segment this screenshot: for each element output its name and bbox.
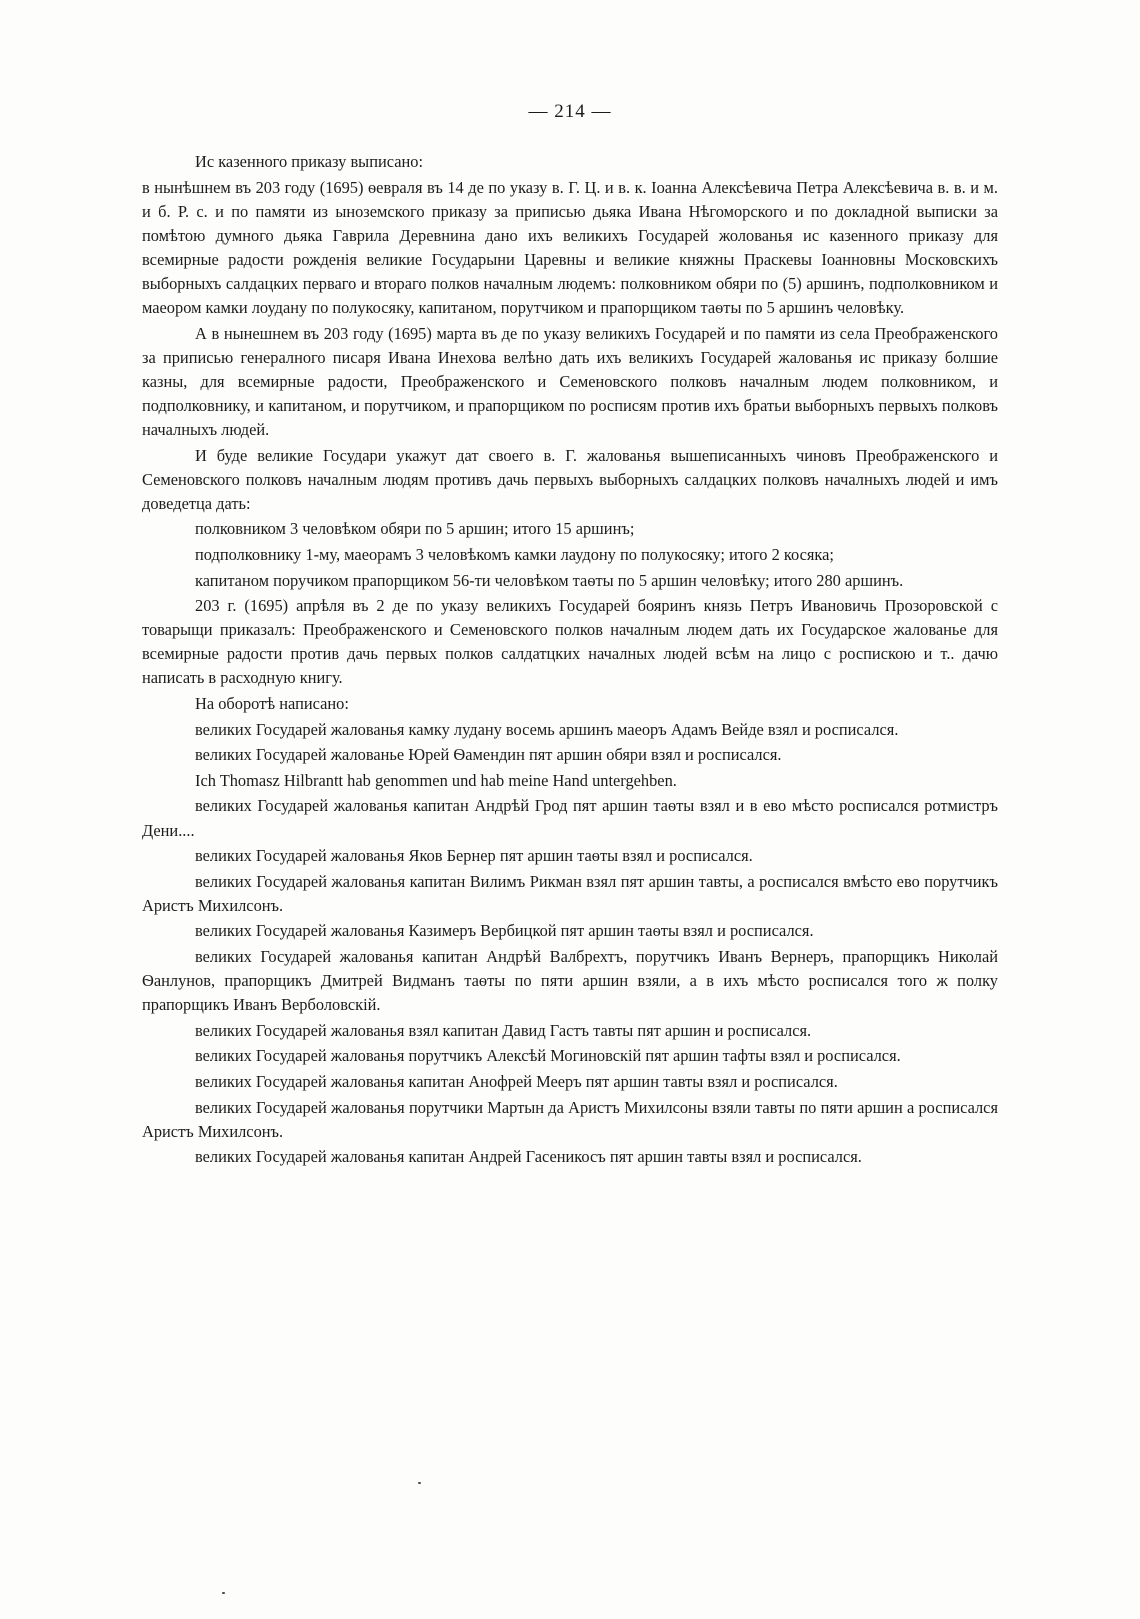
paragraph: в нынѣшнем въ 203 году (1695) ѳевраля въ 14 де по указу в. Г. Ц. и в. к. Іоанна Алексѣевича Петра Алексѣевича в. в. и м. и б. Р. с. и по памяти из ыноземского приказу за приписью дьяка Ивана Нѣгоморского и по докладной выписки за помѣтою думного дьяка Гаврила Деревнина дано ихъ великихъ Государей жолованья ис казенного приказу для всемирные радости рожденія великие Государыни Царевны и великие княжны Праскевы Іоанновны Московскихъ выборныхъ салдацких перваго и втораго полков началным людемъ: полковником обяри по (5) аршинъ, подполковником и маеором камки лоудану по полукосяку, капитаном, порутчиком и прапорщиком таѳты по 5 аршинъ человѣку. — [142, 177, 998, 318]
receipt-entry: великих Государей жалованья капитан Анофрей Мееръ пят аршин тавты взял и росписался. — [195, 1071, 838, 1091]
receipt-entry: великих Государей жалованья порутчикъ Алексѣй Могиновскій пят аршин тафты взял и росписался. — [195, 1046, 901, 1066]
receipt-entry: великих Государей жалованья взял капитан Давид Гастъ тавты пят аршин и росписался. — [195, 1020, 812, 1040]
list-item: полковником 3 человѣком обяри по 5 аршин; итого 15 аршинъ; — [195, 519, 635, 539]
paragraph: 203 г. (1695) апрѣля въ 2 де по указу великихъ Государей бояринъ князь Петръ Ивановичь Прозоровской с товарыщи приказалъ: Преображенского и Семеновского полков началным людем дать их Государское жалованье для всемирные радости против дачь первых полков салдатцких началных людей всѣм на лицо с роспискою и т.. дачю написать в расходную книгу. — [142, 596, 998, 688]
paragraph: А в нынешнем въ 203 году (1695) марта въ де по указу великихъ Государей и по памяти из села Преображенского за приписью генералного писаря Ивана Инехова велѣно дать ихъ великихъ Государей жалованья ис приказу болшие казны, для всемирные радости, Преображенского и Семеновского полковъ началным людем полковником, и подполковнику, и капитаном, и порутчиком, и прапорщиком по росписям против ихъ братьи выборныхъ первыхъ полковъ началныхъ людей. — [142, 323, 998, 440]
list-item: подполковнику 1-му, маеорамъ 3 человѣкомъ камки лаудону по полукосяку; итого 2 косяка; — [195, 545, 834, 564]
receipt-entry: великих Государей жалованья капитан Андрѣй Грод пят аршин таѳты взял и в ево мѣсто росписался ротмистръ Дени.... — [142, 796, 998, 840]
receipt-entry: великих Государей жалованья капитан Вилимъ Рикман взял пят аршин тавты, а росписался вмѣсто ево порутчикъ Аристъ Михилсонъ. — [142, 871, 998, 915]
list-item: капитаном поручиком прапорщиком 56-ти человѣком таѳты по 5 аршин человѣку; итого 280 аршинъ. — [195, 570, 904, 590]
scan-speck — [222, 1592, 225, 1594]
body-text — [142, 150, 998, 1171]
receipt-entry: великих Государей жалованье Юрей Ѳамендин пят аршин обяри взял и росписался. — [195, 745, 782, 765]
paragraph-heading: На оборотѣ написано: — [195, 694, 349, 714]
paragraph-heading: Ис казенного приказу выписано: — [195, 152, 424, 171]
receipt-entry: великих Государей жалованья Яков Бернер пят аршин таѳты взял и росписался. — [195, 846, 753, 866]
receipt-entry: великих Государей жалованья камку лудану восемь аршинъ маеоръ Адамъ Вейде взял и росписался. — [195, 719, 899, 739]
scan-speck — [418, 1482, 421, 1484]
page-number: — 214 — — [528, 101, 612, 122]
receipt-entry: великих Государей жалованья порутчики Мартын да Аристъ Михилсоны взяли тавты по пяти аршин а росписался Аристъ Михилсонъ. — [142, 1097, 998, 1141]
receipt-entry-latin: Ich Thomasz Hilbrantt hab genommen und hab meine Hand untergehben. — [195, 770, 677, 790]
receipt-entry: великих Государей жалованья капитан Андрѣй Валбрехтъ, порутчикъ Иванъ Вернеръ, прапорщикъ Николай Ѳанлунов, прапорщикъ Дмитрей Видманъ таѳты по пяти аршин взяли, а в ихъ мѣсто росписался того ж полку прапорщикъ Иванъ Верболовскій. — [142, 947, 998, 1015]
receipt-entry: великих Государей жалованья Казимеръ Вербицкой пят аршин таѳты взял и росписался. — [195, 921, 814, 941]
receipt-entry: великих Государей жалованья капитан Андрей Гасеникосъ пят аршин тавты взял и росписался. — [195, 1147, 862, 1167]
paragraph: И буде великие Государи укажут дат своего в. Г. жалованья вышеписанныхъ чиновъ Преображенского и Семеновского полковъ началным людям противъ дачь первыхъ выборныхъ салдацких полковъ началныхъ людей и имъ доведетца дать: — [142, 445, 998, 513]
